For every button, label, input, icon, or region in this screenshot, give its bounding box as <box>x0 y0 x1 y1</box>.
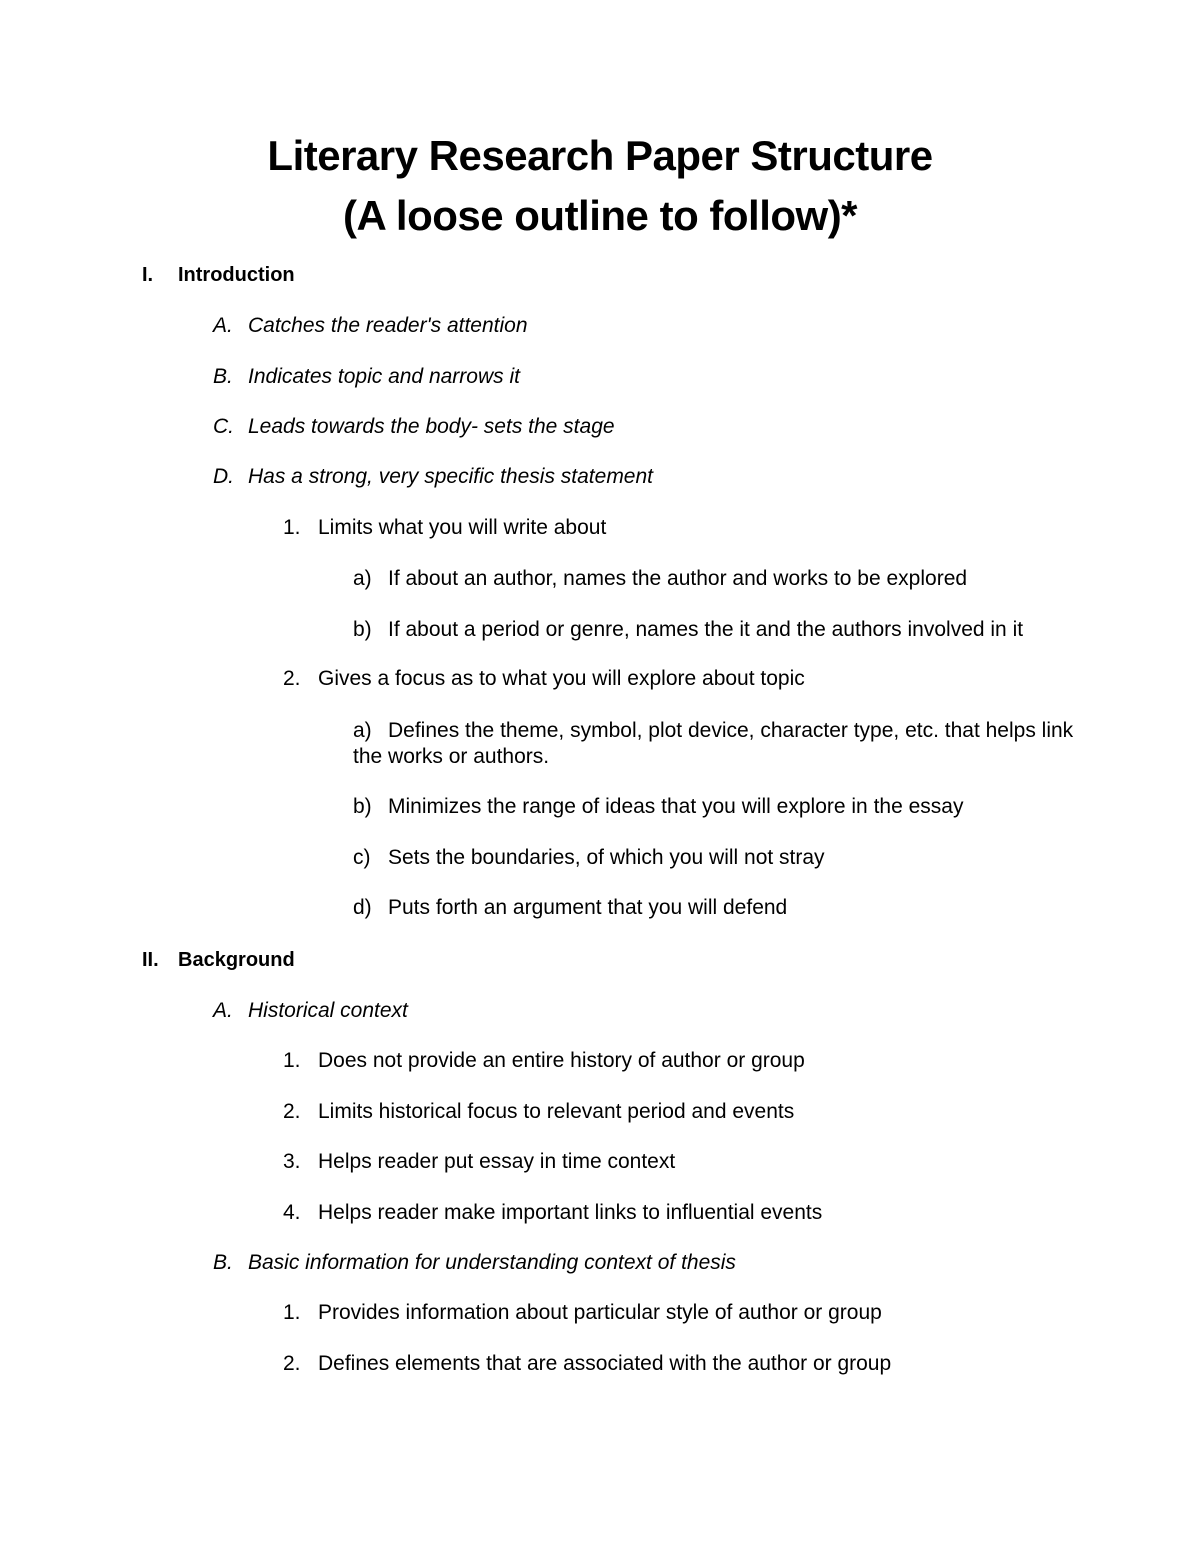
item-text: Basic information for understanding context of thesis <box>248 1251 736 1274</box>
item-letter: b) <box>353 618 372 641</box>
item-text: Has a strong, very specific thesis statement <box>248 465 653 488</box>
item-text: Helps reader make important links to influential events <box>318 1201 823 1224</box>
item-text: Limits historical focus to relevant period and events <box>318 1100 795 1123</box>
item-letter: a) <box>353 719 372 742</box>
item-text: Provides information about particular style of author or group <box>318 1301 882 1324</box>
item-text: Gives a focus as to what you will explore about topic <box>318 667 805 690</box>
item-text-continued: the works or authors. <box>353 745 550 768</box>
item-letter: B. <box>213 1251 233 1274</box>
item-letter: d) <box>353 896 372 919</box>
item-text: Catches the reader's attention <box>248 314 528 337</box>
item-letter: D. <box>213 465 234 488</box>
item-text: Sets the boundaries, of which you will not stray <box>388 846 825 869</box>
page-title: Literary Research Paper Structure <box>267 132 933 179</box>
item-text: Indicates topic and narrows it <box>248 365 520 388</box>
item-number: 1. <box>283 1301 301 1324</box>
item-number: 2. <box>283 667 301 690</box>
item-letter: C. <box>213 415 234 438</box>
item-letter: b) <box>353 795 372 818</box>
item-text: Defines the theme, symbol, plot device, character type, etc. that helps link <box>388 719 1074 742</box>
item-text: Puts forth an argument that you will defend <box>388 896 788 919</box>
item-text: Minimizes the range of ideas that you will explore in the essay <box>388 795 964 818</box>
item-text: Helps reader put essay in time context <box>318 1150 676 1173</box>
section-number: II. <box>142 949 159 971</box>
section-heading: Introduction <box>178 264 295 286</box>
item-number: 4. <box>283 1201 301 1224</box>
item-text: Leads towards the body- sets the stage <box>248 415 615 438</box>
item-number: 2. <box>283 1352 301 1375</box>
item-number: 1. <box>283 1049 301 1072</box>
item-number: 3. <box>283 1150 301 1173</box>
page-subtitle: (A loose outline to follow)* <box>342 192 858 239</box>
item-text: If about an author, names the author and works to be explored <box>388 567 968 590</box>
section-heading: Background <box>178 949 295 971</box>
item-text: Historical context <box>248 999 408 1022</box>
section-number: I. <box>142 264 154 286</box>
item-number: 2. <box>283 1100 301 1123</box>
item-text: If about a period or genre, names the it and the authors involved in it <box>388 618 1024 641</box>
item-text: Limits what you will write about <box>318 516 607 539</box>
item-text: Does not provide an entire history of author or group <box>318 1049 805 1072</box>
item-letter: c) <box>353 846 371 869</box>
item-letter: a) <box>353 567 372 590</box>
item-letter: A. <box>213 999 233 1022</box>
item-letter: B. <box>213 365 233 388</box>
item-number: 1. <box>283 516 301 539</box>
item-text: Defines elements that are associated with the author or group <box>318 1352 892 1375</box>
item-letter: A. <box>213 314 233 337</box>
